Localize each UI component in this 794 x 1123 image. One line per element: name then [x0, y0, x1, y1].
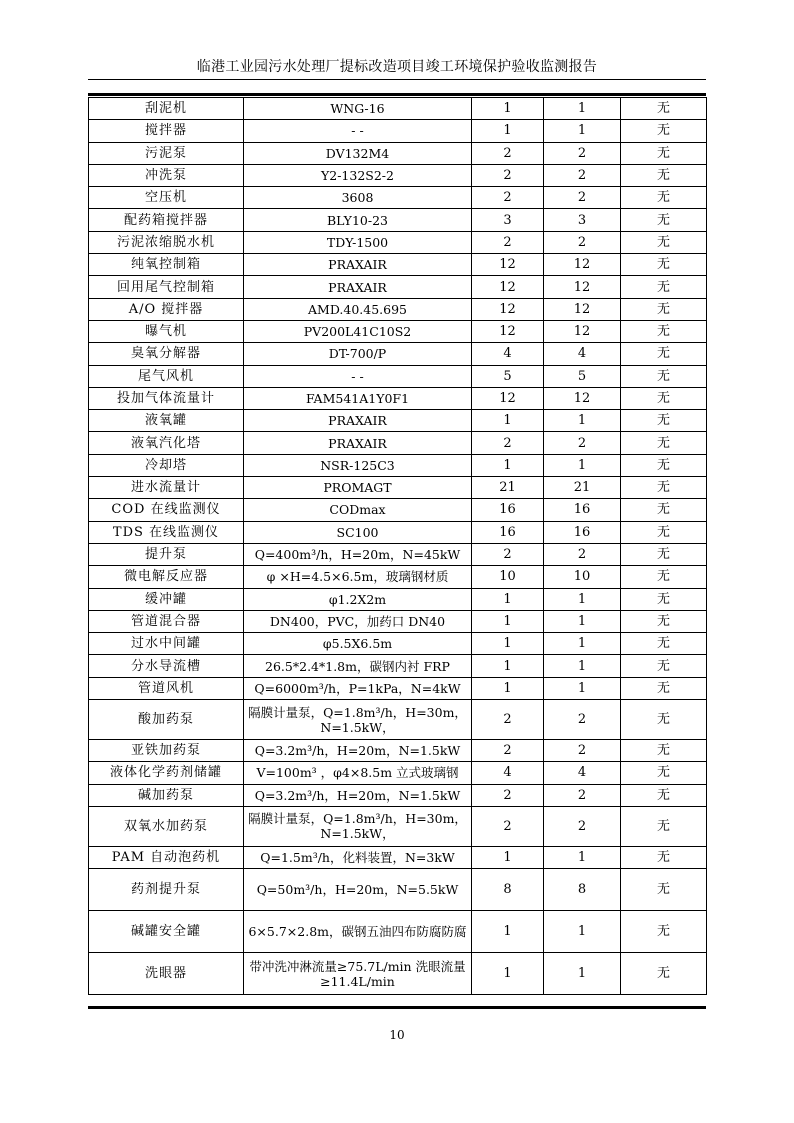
equipment-name-cell: 分水导流槽 [89, 655, 244, 677]
actual-qty-cell: 16 [544, 521, 621, 543]
table-row [89, 499, 707, 521]
design-qty-cell: 12 [472, 254, 544, 276]
model-spec-cell: 隔膜计量泵，Q=1.8m³/h，H=30m，N=1.5kW， [244, 806, 472, 846]
model-spec-cell: 6×5.7×2.8m，碳钢五油四布防腐防腐 [244, 911, 472, 953]
equipment-name-cell: 纯氧控制箱 [89, 254, 244, 276]
design-qty-cell: 21 [472, 477, 544, 499]
actual-qty-cell: 10 [544, 566, 621, 588]
equipment-name-cell: 双氧水加药泵 [89, 806, 244, 846]
change-cell: 无 [621, 298, 707, 320]
table-row [89, 254, 707, 276]
equipment-name-cell: 洗眼器 [89, 953, 244, 995]
actual-qty-cell: 1 [544, 454, 621, 476]
design-qty-cell: 1 [472, 633, 544, 655]
design-qty-cell: 12 [472, 320, 544, 342]
change-cell: 无 [621, 276, 707, 298]
model-spec-cell: φ5.5X6.5m [244, 633, 472, 655]
change-cell: 无 [621, 911, 707, 953]
design-qty-cell: 4 [472, 762, 544, 784]
model-spec-cell: SC100 [244, 521, 472, 543]
model-spec-cell: CODmax [244, 499, 472, 521]
change-cell: 无 [621, 869, 707, 911]
model-spec-cell: PROMAGT [244, 477, 472, 499]
change-cell: 无 [621, 700, 707, 740]
change-cell: 无 [621, 320, 707, 342]
model-spec-cell: AMD.40.45.695 [244, 298, 472, 320]
model-spec-cell: Q=400m³/h，H=20m，N=45kW [244, 543, 472, 565]
actual-qty-cell: 8 [544, 869, 621, 911]
design-qty-cell: 12 [472, 298, 544, 320]
model-spec-cell: Q=1.5m³/h，化料装置，N=3kW [244, 846, 472, 868]
table-row [89, 432, 707, 454]
table-row [89, 655, 707, 677]
actual-qty-cell: 2 [544, 543, 621, 565]
change-cell: 无 [621, 477, 707, 499]
change-cell: 无 [621, 454, 707, 476]
table-row [89, 762, 707, 784]
change-cell: 无 [621, 846, 707, 868]
table-row [89, 846, 707, 868]
design-qty-cell: 10 [472, 566, 544, 588]
table-row [89, 410, 707, 432]
equipment-name-cell: 投加气体流量计 [89, 387, 244, 409]
equipment-name-cell: 冷却塔 [89, 454, 244, 476]
equipment-name-cell: 回用尾气控制箱 [89, 276, 244, 298]
equipment-name-cell: 污泥泵 [89, 142, 244, 164]
equipment-name-cell: 液氧罐 [89, 410, 244, 432]
change-cell: 无 [621, 953, 707, 995]
change-cell: 无 [621, 432, 707, 454]
table-row [89, 164, 707, 186]
page-header-title: 临港工业园污水处理厂提标改造项目竣工环境保护验收监测报告 [196, 59, 598, 75]
change-cell: 无 [621, 610, 707, 632]
change-cell: 无 [621, 410, 707, 432]
model-spec-cell: PRAXAIR [244, 410, 472, 432]
model-spec-cell: - - [244, 365, 472, 387]
design-qty-cell: 2 [472, 543, 544, 565]
equipment-name-cell: COD 在线监测仪 [89, 499, 244, 521]
equipment-name-cell: 碱加药泵 [89, 784, 244, 806]
equipment-name-cell: 过水中间罐 [89, 633, 244, 655]
table-row [89, 276, 707, 298]
change-cell: 无 [621, 740, 707, 762]
change-cell: 无 [621, 254, 707, 276]
design-qty-cell: 8 [472, 869, 544, 911]
table-row [89, 566, 707, 588]
actual-qty-cell: 1 [544, 410, 621, 432]
equipment-name-cell: 污泥浓缩脱水机 [89, 231, 244, 253]
table-row [89, 454, 707, 476]
equipment-name-cell: TDS 在线监测仪 [89, 521, 244, 543]
change-cell: 无 [621, 365, 707, 387]
table-row [89, 740, 707, 762]
actual-qty-cell: 2 [544, 187, 621, 209]
actual-qty-cell: 1 [544, 610, 621, 632]
model-spec-cell: PRAXAIR [244, 276, 472, 298]
model-spec-cell: 隔膜计量泵，Q=1.8m³/h，H=30m，N=1.5kW， [244, 700, 472, 740]
equipment-name-cell: 空压机 [89, 187, 244, 209]
actual-qty-cell: 2 [544, 740, 621, 762]
change-cell: 无 [621, 187, 707, 209]
design-qty-cell: 2 [472, 164, 544, 186]
model-spec-cell: NSR-125C3 [244, 454, 472, 476]
design-qty-cell: 1 [472, 98, 544, 120]
actual-qty-cell: 21 [544, 477, 621, 499]
design-qty-cell: 1 [472, 588, 544, 610]
equipment-name-cell: 液体化学药剂储罐 [89, 762, 244, 784]
change-cell: 无 [621, 98, 707, 120]
actual-qty-cell: 2 [544, 784, 621, 806]
equipment-table [88, 97, 707, 995]
model-spec-cell: Q=6000m³/h，P=1kPa，N=4kW [244, 677, 472, 699]
table-row [89, 953, 707, 995]
model-spec-cell: 带冲洗冲淋流量≥75.7L/min 洗眼流量≥11.4L/min [244, 953, 472, 995]
actual-qty-cell: 1 [544, 911, 621, 953]
model-spec-cell: FAM541A1Y0F1 [244, 387, 472, 409]
model-spec-cell: Q=3.2m³/h，H=20m，N=1.5kW [244, 784, 472, 806]
design-qty-cell: 1 [472, 953, 544, 995]
table-row [89, 320, 707, 342]
design-qty-cell: 1 [472, 410, 544, 432]
table-row [89, 209, 707, 231]
actual-qty-cell: 2 [544, 142, 621, 164]
model-spec-cell: Y2-132S2-2 [244, 164, 472, 186]
equipment-name-cell: 搅拌器 [89, 120, 244, 142]
change-cell: 无 [621, 521, 707, 543]
equipment-name-cell: 酸加药泵 [89, 700, 244, 740]
table-row [89, 365, 707, 387]
actual-qty-cell: 1 [544, 953, 621, 995]
design-qty-cell: 1 [472, 846, 544, 868]
actual-qty-cell: 1 [544, 655, 621, 677]
model-spec-cell: WNG-16 [244, 98, 472, 120]
model-spec-cell: φ ×H=4.5×6.5m，玻璃钢材质 [244, 566, 472, 588]
change-cell: 无 [621, 387, 707, 409]
model-spec-cell: DV132M4 [244, 142, 472, 164]
table-row [89, 187, 707, 209]
table-row [89, 610, 707, 632]
table-row [89, 120, 707, 142]
design-qty-cell: 1 [472, 655, 544, 677]
design-qty-cell: 2 [472, 700, 544, 740]
model-spec-cell: DT-700/P [244, 343, 472, 365]
change-cell: 无 [621, 142, 707, 164]
design-qty-cell: 3 [472, 209, 544, 231]
design-qty-cell: 4 [472, 343, 544, 365]
model-spec-cell: 26.5*2.4*1.8m，碳钢内衬 FRP [244, 655, 472, 677]
change-cell: 无 [621, 164, 707, 186]
header-rule [88, 79, 706, 80]
equipment-name-cell: 碱罐安全罐 [89, 911, 244, 953]
design-qty-cell: 5 [472, 365, 544, 387]
change-cell: 无 [621, 231, 707, 253]
actual-qty-cell: 16 [544, 499, 621, 521]
equipment-name-cell: A/O 搅拌器 [89, 298, 244, 320]
change-cell: 无 [621, 677, 707, 699]
table-row [89, 387, 707, 409]
table-row [89, 343, 707, 365]
page-number: 10 [389, 1028, 405, 1042]
equipment-name-cell: 曝气机 [89, 320, 244, 342]
change-cell: 无 [621, 633, 707, 655]
model-spec-cell: V=100m³ ，φ4×8.5m 立式玻璃钢 [244, 762, 472, 784]
equipment-name-cell: 进水流量计 [89, 477, 244, 499]
design-qty-cell: 2 [472, 231, 544, 253]
design-qty-cell: 2 [472, 142, 544, 164]
equipment-name-cell: 药剂提升泵 [89, 869, 244, 911]
actual-qty-cell: 1 [544, 677, 621, 699]
actual-qty-cell: 2 [544, 231, 621, 253]
actual-qty-cell: 12 [544, 276, 621, 298]
actual-qty-cell: 2 [544, 164, 621, 186]
design-qty-cell: 12 [472, 276, 544, 298]
equipment-name-cell: 缓冲罐 [89, 588, 244, 610]
table-row [89, 521, 707, 543]
change-cell: 无 [621, 120, 707, 142]
change-cell: 无 [621, 566, 707, 588]
table-top-rule [88, 93, 706, 96]
change-cell: 无 [621, 655, 707, 677]
change-cell: 无 [621, 806, 707, 846]
model-spec-cell: φ1.2X2m [244, 588, 472, 610]
equipment-name-cell: 配药箱搅拌器 [89, 209, 244, 231]
model-spec-cell: BLY10-23 [244, 209, 472, 231]
actual-qty-cell: 4 [544, 762, 621, 784]
actual-qty-cell: 3 [544, 209, 621, 231]
actual-qty-cell: 1 [544, 98, 621, 120]
model-spec-cell: Q=50m³/h，H=20m，N=5.5kW [244, 869, 472, 911]
equipment-name-cell: PAM 自动泡药机 [89, 846, 244, 868]
equipment-name-cell: 亚铁加药泵 [89, 740, 244, 762]
change-cell: 无 [621, 784, 707, 806]
actual-qty-cell: 1 [544, 120, 621, 142]
table-row [89, 869, 707, 911]
table-row [89, 477, 707, 499]
design-qty-cell: 1 [472, 454, 544, 476]
model-spec-cell: TDY-1500 [244, 231, 472, 253]
equipment-name-cell: 尾气风机 [89, 365, 244, 387]
actual-qty-cell: 12 [544, 298, 621, 320]
table-row [89, 806, 707, 846]
equipment-name-cell: 管道风机 [89, 677, 244, 699]
design-qty-cell: 2 [472, 784, 544, 806]
table-row [89, 700, 707, 740]
equipment-name-cell: 管道混合器 [89, 610, 244, 632]
equipment-name-cell: 冲洗泵 [89, 164, 244, 186]
design-qty-cell: 2 [472, 432, 544, 454]
table-row [89, 633, 707, 655]
change-cell: 无 [621, 499, 707, 521]
design-qty-cell: 1 [472, 911, 544, 953]
actual-qty-cell: 1 [544, 588, 621, 610]
table-row [89, 298, 707, 320]
change-cell: 无 [621, 762, 707, 784]
equipment-name-cell: 刮泥机 [89, 98, 244, 120]
actual-qty-cell: 12 [544, 254, 621, 276]
equipment-name-cell: 提升泵 [89, 543, 244, 565]
actual-qty-cell: 5 [544, 365, 621, 387]
table-row [89, 677, 707, 699]
table-row [89, 588, 707, 610]
design-qty-cell: 2 [472, 806, 544, 846]
actual-qty-cell: 2 [544, 432, 621, 454]
actual-qty-cell: 2 [544, 700, 621, 740]
equipment-name-cell: 微电解反应器 [89, 566, 244, 588]
design-qty-cell: 2 [472, 187, 544, 209]
equipment-name-cell: 液氧汽化塔 [89, 432, 244, 454]
design-qty-cell: 1 [472, 120, 544, 142]
model-spec-cell: PRAXAIR [244, 432, 472, 454]
model-spec-cell: DN400，PVC，加药口 DN40 [244, 610, 472, 632]
table-row [89, 543, 707, 565]
design-qty-cell: 16 [472, 499, 544, 521]
table-bottom-rule [88, 1006, 706, 1009]
model-spec-cell: 3608 [244, 187, 472, 209]
design-qty-cell: 1 [472, 677, 544, 699]
table-row [89, 231, 707, 253]
table-row [89, 98, 707, 120]
design-qty-cell: 16 [472, 521, 544, 543]
change-cell: 无 [621, 588, 707, 610]
change-cell: 无 [621, 209, 707, 231]
change-cell: 无 [621, 543, 707, 565]
actual-qty-cell: 2 [544, 806, 621, 846]
model-spec-cell: PV200L41C10S2 [244, 320, 472, 342]
actual-qty-cell: 12 [544, 387, 621, 409]
table-row [89, 142, 707, 164]
model-spec-cell: PRAXAIR [244, 254, 472, 276]
model-spec-cell: Q=3.2m³/h，H=20m，N=1.5kW [244, 740, 472, 762]
actual-qty-cell: 1 [544, 846, 621, 868]
equipment-name-cell: 臭氧分解器 [89, 343, 244, 365]
actual-qty-cell: 1 [544, 633, 621, 655]
actual-qty-cell: 12 [544, 320, 621, 342]
table-row [89, 911, 707, 953]
actual-qty-cell: 4 [544, 343, 621, 365]
design-qty-cell: 12 [472, 387, 544, 409]
table-row [89, 784, 707, 806]
model-spec-cell: - - [244, 120, 472, 142]
design-qty-cell: 2 [472, 740, 544, 762]
design-qty-cell: 1 [472, 610, 544, 632]
change-cell: 无 [621, 343, 707, 365]
